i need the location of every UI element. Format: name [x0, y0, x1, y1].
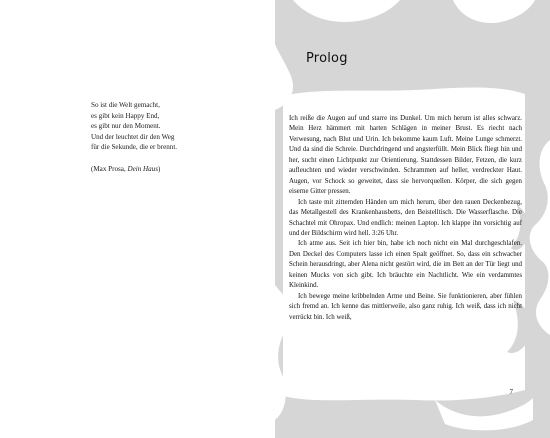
page-number: 7 — [509, 388, 513, 396]
epigraph-line: es gibt kein Happy End, — [91, 111, 160, 120]
source-title: Dein Haus — [127, 164, 158, 173]
body-paragraph: Ich taste mit zitternden Händen um mich herum, über den rauen Deckenbezug, das Metallgestell des Krankenhausbetts, den Beistelltisch. Die Wasserflasche. Die Schachtel mit Ohropax. Und endlich: meinen Laptop. Ich klappe ihn vorsichtig auf und der Bildschirm wird hell. 3:26 Uhr. — [289, 198, 522, 237]
epigraph-line: So ist die Welt gemacht, — [91, 101, 160, 109]
chapter-title: Prolog — [306, 51, 348, 66]
epigraph — [91, 100, 261, 174]
right-page — [275, 0, 550, 438]
epigraph-line: es gibt nur den Moment. — [91, 122, 161, 131]
epigraph-line: für die Sekunde, die er brennt. — [91, 143, 178, 152]
body-paragraph: Ich reiße die Augen auf und starre ins Dunkel. Um mich herum ist alles schwarz. Mein Herz hämmert mit harten Schlägen in meiner Brust. Es riecht nach Verwesung, nach Blut und Urin. Ich bekomme kaum Luft. Meine Lunge schmerzt. Und da sind die Schreie. Durchdringend und angsterfüllt. Mein Blick fliegt hin und her, sucht einen Lichtpunkt zur Orientierung. Stattdessen Bilder, Fetzen, die kurz aufleuchten und wieder verschwinden. Schrammen auf heller, verdreckter Haut. Augen, vor Schock so geweitet, dass sie hervorquellen. Körper, die sich gegen eiserne Gitter pressen. — [289, 115, 522, 196]
body-paragraph: Ich bewege meine kribbelnden Arme und Beine. Sie funktionieren, aber fühlen sich fremd an. Ich kenne das mittlerweile, also ganz ruhig. Ich weiß, dass ich nicht verrückt bin. Ich weiß, — [289, 292, 522, 321]
body-paragraph: Ich atme aus. Seit ich hier bin, habe ich noch nicht ein Mal durchgeschlafen. Den Deckel des Computers lasse ich einen Spalt geöffnet. So, dass ein schwacher Schein herausdringt, aber Alena nicht gestört wird, die im Bett an der Tür liegt und keinen Mucks von sich gibt. Ich bräuchte ein Nachtlicht. Wie ein verdammtes Kleinkind. — [289, 240, 522, 290]
epigraph-line: Und der leuchtet dir den Weg — [91, 132, 175, 141]
source-close: ) — [158, 164, 161, 173]
chapter-body — [289, 114, 522, 323]
epigraph-source — [91, 164, 261, 175]
source-open: (Max Prosa, — [91, 164, 128, 173]
